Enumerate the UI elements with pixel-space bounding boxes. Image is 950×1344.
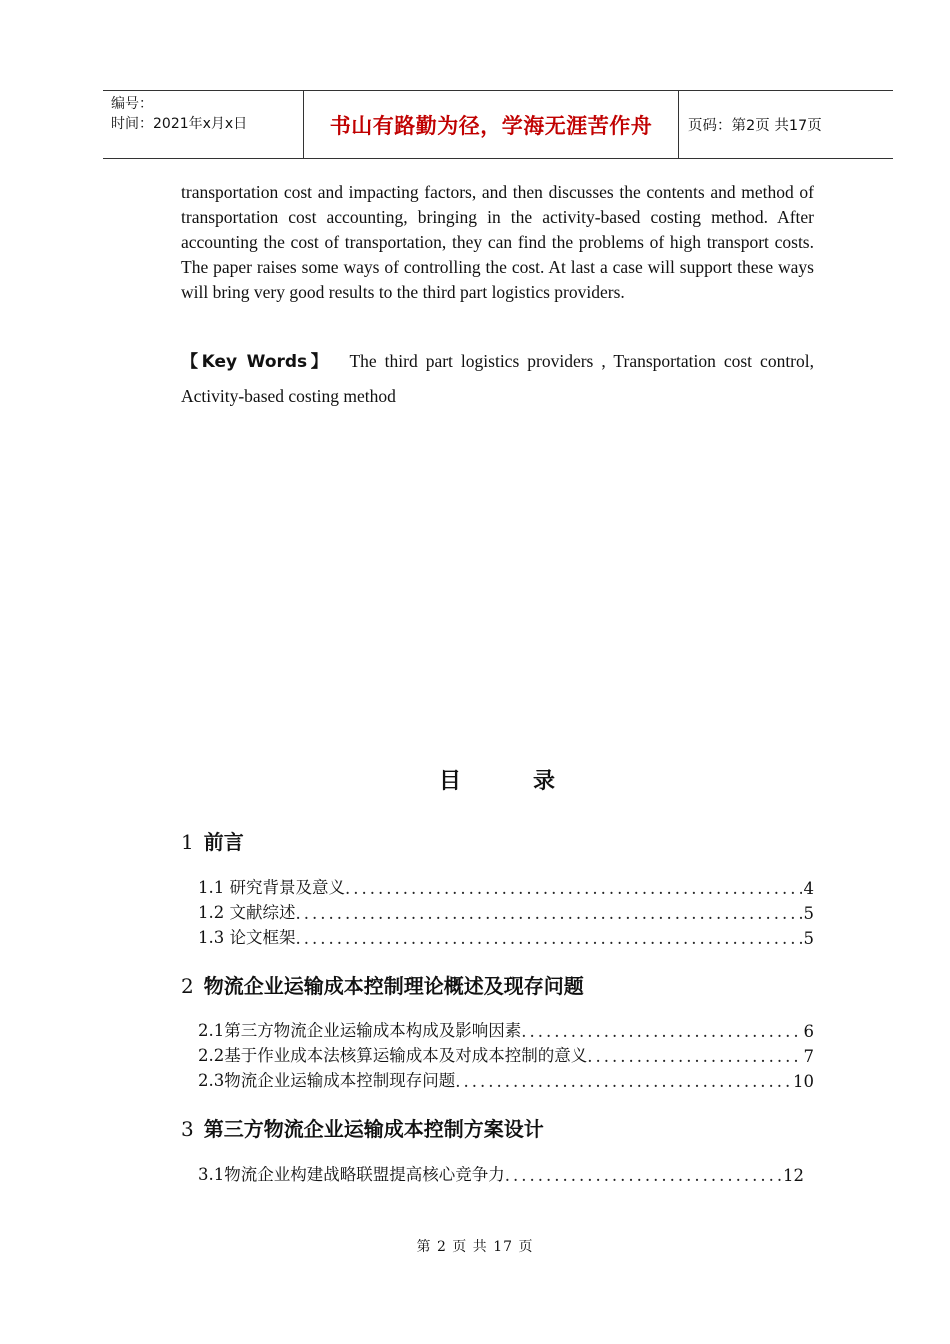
toc-entry[interactable] xyxy=(198,873,814,898)
toc-entry-page: 5 xyxy=(803,904,814,923)
toc-entry-label: 1.1 研究背景及意义 xyxy=(198,878,345,897)
toc-entry-label: 2.1第三方物流企业运输成本构成及影响因素 xyxy=(198,1021,522,1040)
toc-entry-page: 6 xyxy=(803,1022,814,1041)
toc-leader-dots xyxy=(521,1022,801,1041)
toc-entry-page: 4 xyxy=(803,879,814,898)
toc-entry[interactable] xyxy=(198,1160,804,1185)
toc-entry-page: 7 xyxy=(803,1047,814,1066)
toc-leader-dots xyxy=(296,929,802,948)
chapter-number: 1 xyxy=(181,830,194,854)
toc-leader-dots xyxy=(345,879,802,898)
toc-leader-dots xyxy=(296,904,802,923)
header-meta xyxy=(103,91,303,158)
toc-entry-label: 3.1物流企业构建战略联盟提高核心竞争力 xyxy=(198,1165,505,1184)
chapter-title: 前言 xyxy=(203,830,244,854)
toc-entry-label: 2.3物流企业运输成本控制现存问题 xyxy=(198,1071,456,1090)
page-header xyxy=(103,90,893,159)
toc-chapter-2[interactable] xyxy=(181,970,584,999)
keywords-label: 【Key Words】 xyxy=(181,352,332,372)
toc-entry[interactable] xyxy=(198,1041,814,1066)
toc-entry-label: 1.2 文献综述 xyxy=(198,903,296,922)
toc-entry-label: 1.3 论文框架 xyxy=(198,928,296,947)
chapter-title: 物流企业运输成本控制理论概述及现存问题 xyxy=(203,974,584,998)
toc-entry[interactable] xyxy=(198,898,814,923)
time-label: 时间：2021年x月x日 xyxy=(111,116,248,132)
abstract-text: transportation cost and impacting factors, and then discusses the contents and method of transportation cost accounting, bringing in the activity-based costing method. After accounting the cost of transportation, they can find the problems of high transport costs. The paper raises some ways of controlling the cost. At last a case will support these ways will bring very good results to the third part logistics providers. xyxy=(181,182,814,302)
toc-entry-page: 5 xyxy=(803,929,814,948)
toc-leader-dots xyxy=(587,1047,801,1066)
toc-title-char-2: 录 xyxy=(533,769,556,794)
header-page-info: 页码：第2页 共17页 xyxy=(688,118,822,134)
toc-chapter-1[interactable] xyxy=(181,826,244,855)
toc-entry[interactable] xyxy=(198,1016,814,1041)
page-footer: 第 2 页 共 17 页 xyxy=(416,1239,534,1255)
toc-title-char-1: 目 xyxy=(439,769,462,794)
chapter-title: 第三方物流企业运输成本控制方案设计 xyxy=(203,1117,544,1141)
header-motto-cell xyxy=(303,91,679,158)
toc-leader-dots xyxy=(455,1072,791,1091)
toc-entry-label: 2.2基于作业成本法核算运输成本及对成本控制的意义 xyxy=(198,1046,588,1065)
toc-entry[interactable] xyxy=(198,923,814,948)
keywords-paragraph xyxy=(181,344,814,413)
toc-entry-page: 12 xyxy=(783,1166,804,1185)
toc-leader-dots xyxy=(505,1166,781,1185)
toc-entry[interactable] xyxy=(198,1066,814,1091)
serial-label: 编号： xyxy=(111,96,153,112)
chapter-number: 3 xyxy=(181,1117,194,1141)
toc-entry-page: 10 xyxy=(793,1072,814,1091)
keywords-text: The third part logistics providers , Transportation cost control, Activity-based costing method xyxy=(181,351,814,406)
header-motto: 书山有路勤为径，学海无涯苦作舟 xyxy=(329,113,653,138)
chapter-number: 2 xyxy=(181,974,194,998)
toc-chapter-3[interactable] xyxy=(181,1113,544,1142)
